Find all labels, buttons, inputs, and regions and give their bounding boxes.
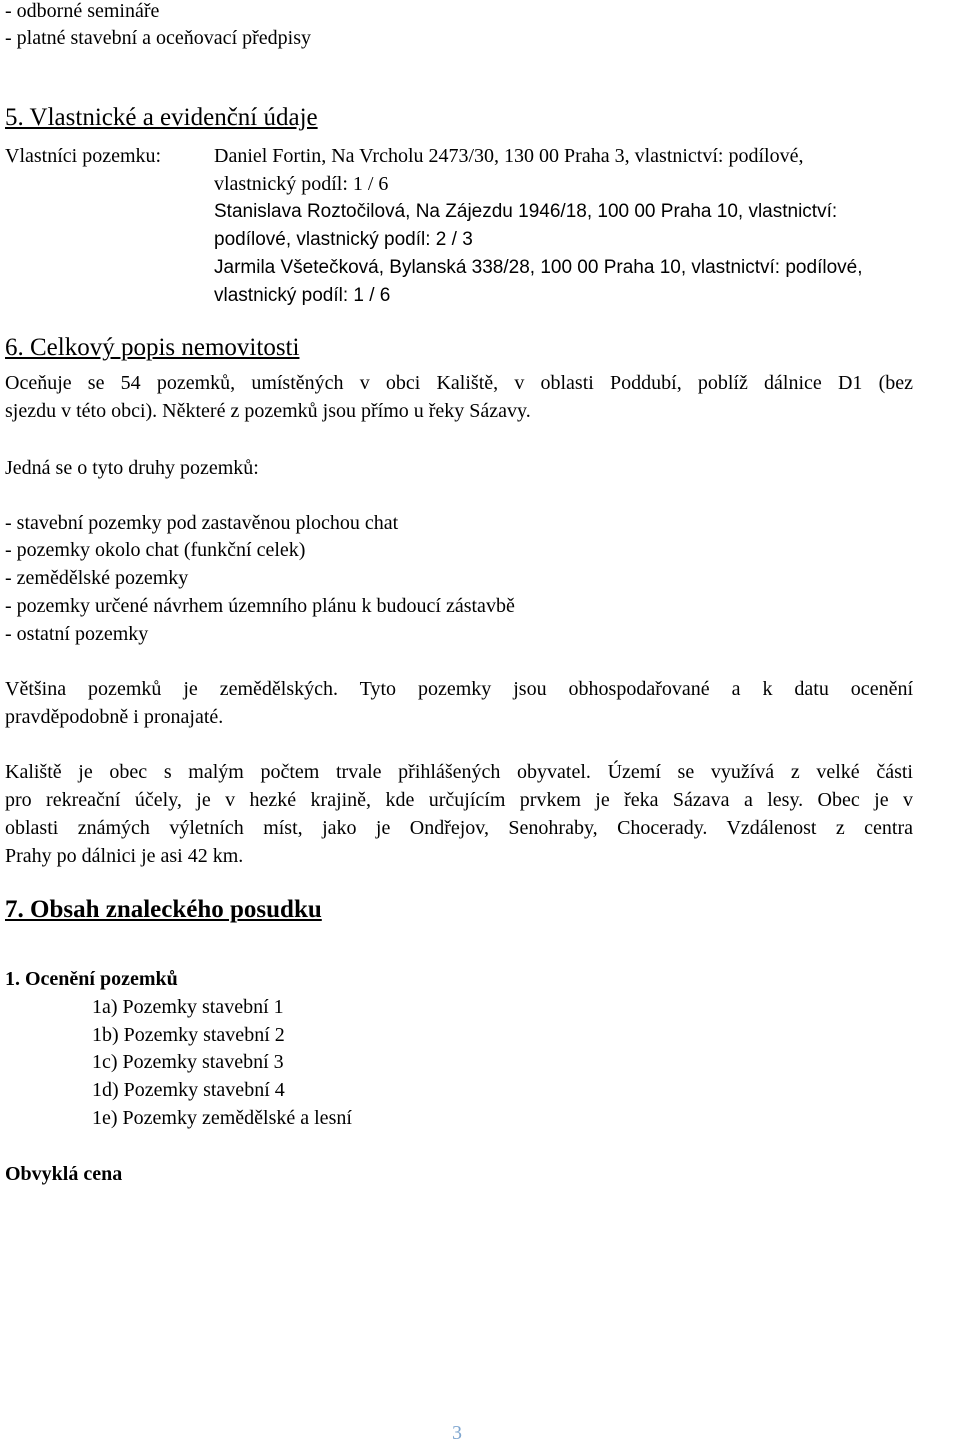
section-7-heading: 7. Obsah znaleckého posudku [5, 896, 322, 923]
description-paragraph-line: Oceňuje se 54 pozemků, umístěných v obci Kaliště, v oblasti Poddubí, poblíž dálnice D1 (bez [5, 372, 913, 394]
toc-item: 1d) Pozemky stavební 4 [92, 1079, 285, 1101]
usage-paragraph-line: pravděpodobně i pronajaté. [5, 706, 224, 728]
location-paragraph-line: oblasti známých výletních míst, jako je Ondřejov, Senohraby, Chocerady. Vzdálenost z centra [5, 817, 913, 839]
owner-3-line2: vlastnický podíl: 1 / 6 [214, 285, 391, 306]
owners-label: Vlastníci pozemku: [5, 145, 162, 167]
toc-item: 1b) Pozemky stavební 2 [92, 1024, 285, 1046]
location-paragraph-line: Kaliště je obec s malým počtem trvale přihlášených obyvatel. Území se využívá z velké části [5, 761, 913, 783]
toc-item: 1c) Pozemky stavební 3 [92, 1051, 284, 1073]
land-type-item: - zemědělské pozemky [5, 567, 189, 589]
land-type-item: - pozemky okolo chat (funkční celek) [5, 539, 306, 561]
land-type-item: - ostatní pozemky [5, 623, 149, 645]
owner-3-line1: Jarmila Všetečková, Bylanská 338/28, 100 00 Praha 10, vlastnictví: podílové, [214, 257, 863, 278]
valuation-subheading: 1. Ocenění pozemků [5, 968, 178, 990]
land-types-intro: Jedná se o tyto druhy pozemků: [5, 457, 259, 479]
location-paragraph-line: pro rekreační účely, je v hezké krajině, kde určujícím prvkem je řeka Sázava a lesy. Obec je v [5, 789, 913, 811]
toc-item: 1e) Pozemky zemědělské a lesní [92, 1107, 352, 1129]
land-type-item: - stavební pozemky pod zastavěnou plochou chat [5, 512, 399, 534]
usual-price-heading: Obvyklá cena [5, 1163, 123, 1185]
location-paragraph-line: Prahy po dálnici je asi 42 km. [5, 845, 244, 867]
owner-1-line1: Daniel Fortin, Na Vrcholu 2473/30, 130 00 Praha 3, vlastnictví: podílové, [214, 145, 804, 167]
page-number: 3 [452, 1422, 462, 1444]
list-item: - platné stavební a oceňovací předpisy [5, 27, 311, 49]
owner-1-line2: vlastnický podíl: 1 / 6 [214, 173, 389, 195]
usage-paragraph-line: Většina pozemků je zemědělských. Tyto pozemky jsou obhospodařované a k datu ocenění [5, 678, 913, 700]
list-item: - odborné semináře [5, 0, 160, 22]
land-type-item: - pozemky určené návrhem územního plánu k budoucí zástavbě [5, 595, 515, 617]
description-paragraph-line: sjezdu v této obci). Některé z pozemků jsou přímo u řeky Sázavy. [5, 400, 531, 422]
section-5-heading: 5. Vlastnické a evidenční údaje [5, 104, 318, 131]
section-6-heading: 6. Celkový popis nemovitosti [5, 334, 300, 361]
owner-2-line2: podílové, vlastnický podíl: 2 / 3 [214, 229, 473, 250]
toc-item: 1a) Pozemky stavební 1 [92, 996, 284, 1018]
owner-2-line1: Stanislava Roztočilová, Na Zájezdu 1946/18, 100 00 Praha 10, vlastnictví: [214, 201, 838, 222]
